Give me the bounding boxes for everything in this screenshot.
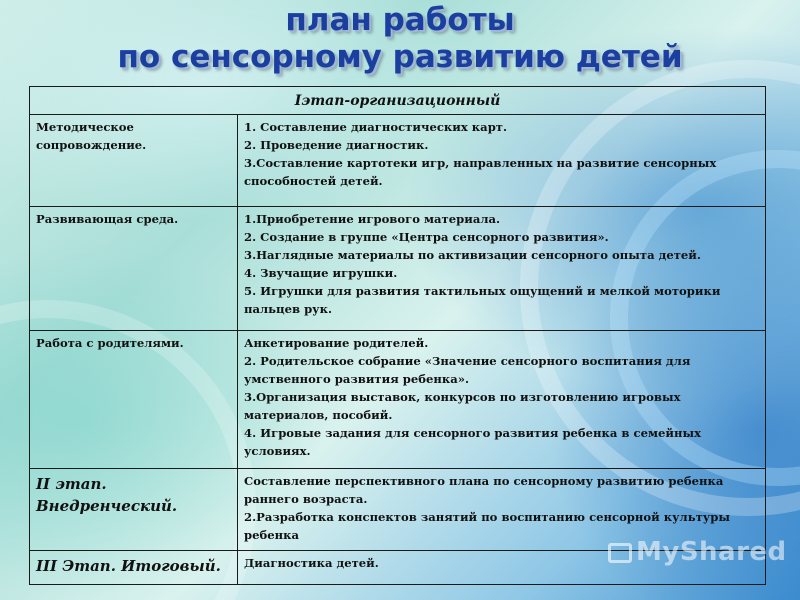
- row-content: [238, 331, 766, 469]
- row-content: [238, 207, 766, 331]
- title-line-2: по сенсорному развитию детей: [117, 39, 683, 75]
- list-item: 2.Разработка конспектов занятий по воспитанию сенсорной культуры ребенка: [244, 510, 730, 542]
- list-item: 1. Составление диагностических карт.: [244, 120, 508, 134]
- list-item: Анкетирование родителей.: [244, 336, 429, 350]
- page-title: [0, 2, 800, 76]
- watermark: [608, 537, 787, 567]
- watermark-text: MyShared: [636, 537, 787, 567]
- list-item: 2. Проведение диагностик.: [244, 138, 429, 152]
- table-row: [30, 207, 766, 331]
- table-row: [30, 331, 766, 469]
- list-item: 1.Приобретение игрового материала.: [244, 212, 501, 226]
- stage-2-label: II этап. Внедренческий.: [30, 469, 238, 551]
- stage-1-header: Iэтап-организационный: [30, 87, 766, 115]
- list-item: 3.Организация выставок, конкурсов по изготовлению игровых материалов, пособий.: [244, 390, 681, 422]
- list-item: 3.Составление картотеки игр, направленных на развитие сенсорных способностей детей.: [244, 156, 717, 188]
- table-row: [30, 115, 766, 207]
- row-content: [238, 115, 766, 207]
- row-label: Развивающая среда.: [30, 207, 238, 331]
- table-header-row: [30, 87, 766, 115]
- list-item: 2. Создание в группе «Центра сенсорного развития».: [244, 230, 609, 244]
- monitor-icon: [608, 543, 632, 563]
- list-item: Составление перспективного плана по сенсорному развитию ребенка раннего возраста.: [244, 474, 724, 506]
- row-label: Методическое сопровождение.: [30, 115, 238, 207]
- list-item: 4. Игровые задания для сенсорного развития ребенка в семейных условиях.: [244, 426, 702, 458]
- row-label: Работа с родителями.: [30, 331, 238, 469]
- list-item: 5. Игрушки для развития тактильных ощущений и мелкой моторики пальцев рук.: [244, 284, 721, 316]
- stage-3-label: III Этап. Итоговый.: [30, 551, 238, 585]
- list-item: 4. Звучащие игрушки.: [244, 266, 398, 280]
- list-item: 2. Родительское собрание «Значение сенсорного воспитания для умственного развития ребенка».: [244, 354, 691, 386]
- work-plan-table: [29, 86, 766, 585]
- list-item: 3.Наглядные материалы по активизации сенсорного опыта детей.: [244, 248, 701, 262]
- list-item: Диагностика детей.: [244, 556, 379, 570]
- title-line-1: план работы: [285, 2, 515, 38]
